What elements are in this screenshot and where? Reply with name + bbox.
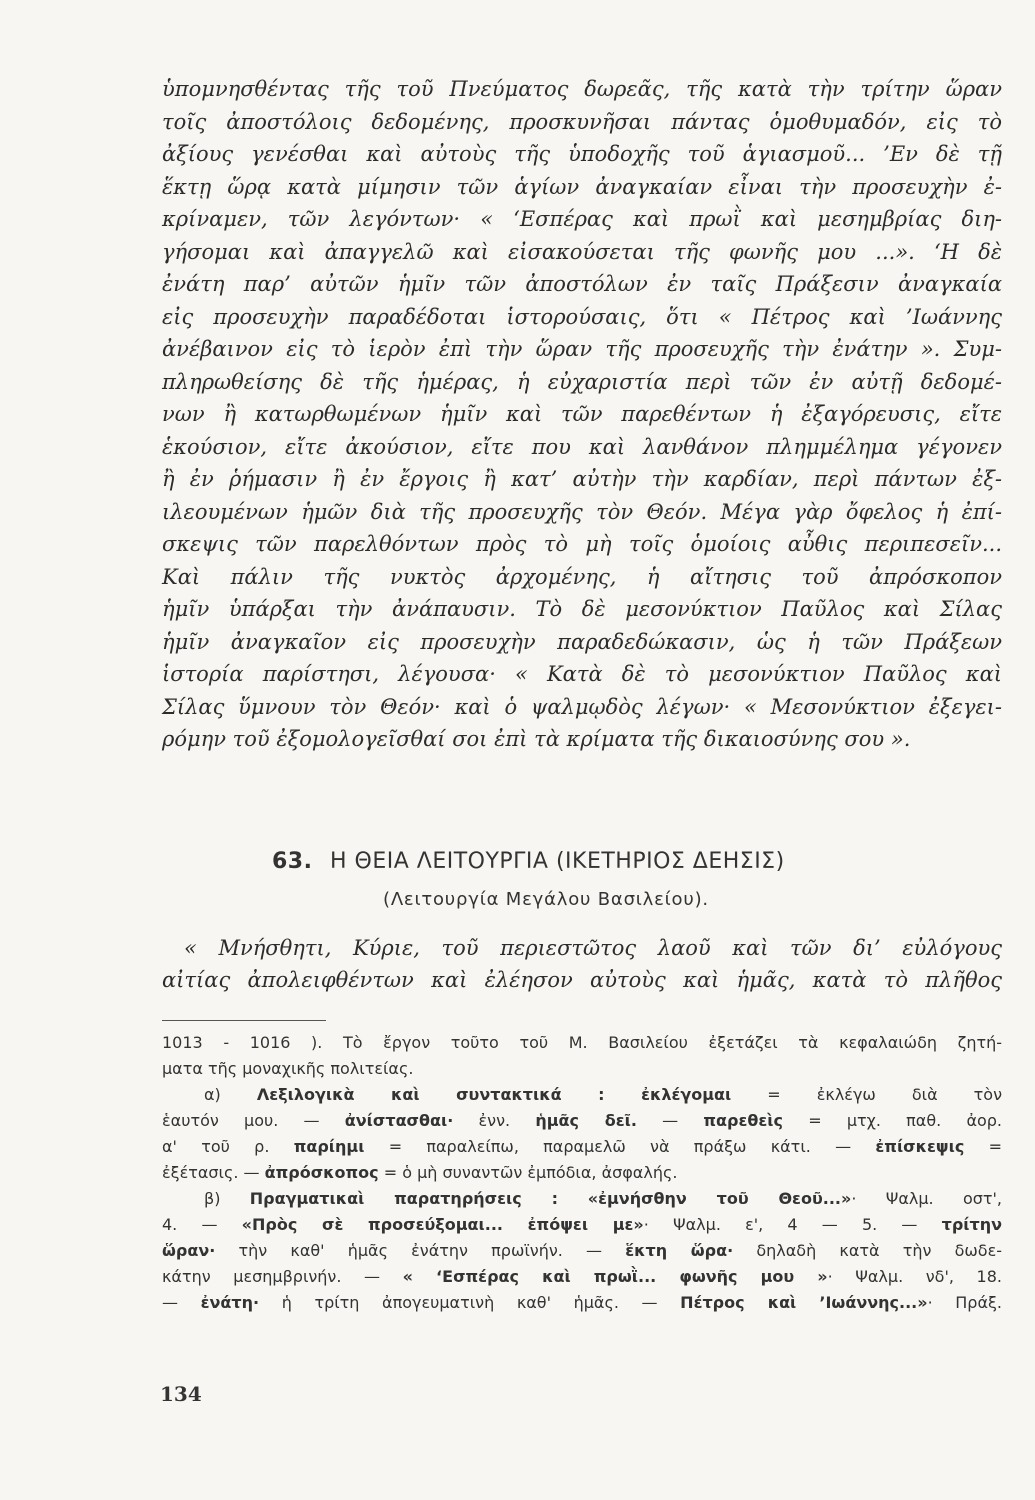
text-line: γήσομαι καὶ ἀπαγγελῶ καὶ εἰσακούσεται τῆς φωνῆς μου ...». ‘Η δὲ (162, 239, 1002, 264)
text-line: ἑκούσιον, εἴτε ἀκούσιον, εἴτε που καὶ λανθάνον πλημμέλημα γέγονεν (162, 434, 1002, 459)
note-line: 1013 - 1016 ). Τὸ ἔργον τοῦτο τοῦ Μ. Βασιλείου ἐξετάζει τὰ κεφαλαιώδη ζητή- (162, 1033, 1002, 1052)
prayer-text-block (162, 932, 1002, 996)
note-line: — ἐνάτη· ἡ τρίτη ἀπογευματινὴ καθ' ἡμᾶς. — Πέτρος καὶ ’Ιωάννης...»· Πράξ. (162, 1293, 1002, 1312)
note-line: ἐξέτασις. — ἀπρόσκοπος = ὁ μὴ συναντῶν ἐμπόδια, ἀσφαλής. (162, 1163, 678, 1182)
text-line: ἡμῖν ὑπάρξαι τὴν ἀνάπαυσιν. Τὸ δὲ μεσονύκτιον Παῦλος καὶ Σίλας (162, 597, 1002, 621)
text-line: Σίλας ὕμνουν τὸν Θεόν· καὶ ὁ ψαλμῳδὸς λέγων· « Μεσονύκτιον ἐξεγει- (162, 694, 1002, 719)
note-line: κάτην μεσημβρινήν. — « ‘Εσπέρας καὶ πρωῒ... φωνῆς μου »· Ψαλμ. νδ', 18. (162, 1267, 1002, 1286)
note-line: α' τοῦ ρ. παρίημι = παραλείπω, παραμελῶ νὰ πράξω κάτι. — ἐπίσκεψις = (162, 1137, 1003, 1156)
text-line: αἰτίας ἀπολειφθέντων καὶ ἐλέησον αὐτοὺς καὶ ἡμᾶς, κατὰ τὸ πλῆθος (162, 968, 1002, 992)
section-title: Η ΘΕΙΑ ΛΕΙΤΟΥΡΓΙΑ (ΙΚΕΤΗΡΙΟΣ ΔΕΗΣΙΣ) (329, 849, 785, 874)
section-number: 63. (272, 849, 313, 874)
text-line: ἢ ἐν ῥήμασιν ἢ ἐν ἔργοις ἢ κατ’ αὐτὴν τὴν καρδίαν, περὶ πάντων ἐξ- (162, 467, 1002, 491)
note-line: ὥραν· τὴν καθ' ἡμᾶς ἐνάτην πρωϊνήν. — ἕκτη ὥρα· δηλαδὴ κατὰ τὴν δωδε- (162, 1241, 1003, 1260)
text-line: Καὶ πάλιν τῆς νυκτὸς ἀρχομένης, ἡ αἴτησις τοῦ ἀπρόσκοπον (162, 564, 1002, 589)
text-line: τοῖς ἀποστόλοις δεδομένης, προσκυνῆσαι πάντας ὁμοθυμαδόν, εἰς τὸ (162, 109, 1002, 134)
text-line: ρόμην τοῦ ἐξομολογεῖσθαί σοι ἐπὶ τὰ κρίματα τῆς δικαιοσύνης σου ». (162, 727, 911, 751)
text-line: κρίναμεν, τῶν λεγόντων· « ‘Εσπέρας καὶ πρωῒ καὶ μεσημβρίας διη- (162, 207, 1002, 231)
text-line: ἱστορία παρίστησι, λέγουσα· « Κατὰ δὲ τὸ μεσονύκτιον Παῦλος καὶ (162, 662, 1002, 686)
note-line: ματα τῆς μοναχικῆς πολιτείας. (162, 1059, 414, 1078)
section-heading (272, 849, 785, 874)
text-line: ιλεουμένων ἡμῶν διὰ τῆς προσευχῆς τὸν Θεόν. Μέγα γὰρ ὄφελος ἡ ἐπί- (162, 499, 1002, 524)
text-line: εἰς προσευχὴν παραδέδοται ἱστορούσαις, ὅτι « Πέτρος καὶ ’Ιωάννης (162, 304, 1002, 329)
text-line: πληρωθείσης δὲ τῆς ἡμέρας, ἡ εὐχαριστία περὶ τῶν ἐν αὐτῇ δεδομέ- (162, 369, 1002, 394)
footnotes-block (162, 1030, 1002, 1316)
note-line: ἑαυτόν μου. — ἀνίστασθαι· ἐνν. ἡμᾶς δεῖ. — παρεθεὶς = μτχ. παθ. ἀορ. (162, 1111, 1003, 1130)
text-line: ἐνάτη παρ’ αὐτῶν ἡμῖν τῶν ἀποστόλων ἐν ταῖς Πράξεσιν ἀναγκαία (162, 272, 1002, 296)
text-line: ὑπομνησθέντας τῆς τοῦ Πνεύματος δωρεᾶς, τῆς κατὰ τὴν τρίτην ὥραν (162, 77, 1002, 101)
text-line: ἕκτῃ ὥρᾳ κατὰ μίμησιν τῶν ἁγίων ἀναγκαίαν εἶναι τὴν προσευχὴν ἐ- (162, 174, 1002, 199)
text-line: νων ἢ κατωρθωμένων ἡμῖν καὶ τῶν παρεθέντων ἡ ἐξαγόρευσις, εἴτε (162, 402, 1002, 426)
text-line: ἀξίους γενέσθαι καὶ αὐτοὺς τῆς ὑποδοχῆς τοῦ ἁγιασμοῦ... ’Εν δὲ τῇ (162, 142, 1002, 166)
note-line: α) Λεξιλογικὰ καὶ συντακτικά : ἐκλέγομαι = ἐκλέγω διὰ τὸν (204, 1085, 1003, 1104)
page-number: 134 (160, 1382, 202, 1406)
section-subtitle: (Λειτουργία Μεγάλου Βασιλείου). (383, 889, 709, 910)
footnote-divider (162, 1020, 326, 1021)
main-text-block (162, 73, 1002, 756)
note-line: 4. — «Πρὸς σὲ προσεύξομαι... ἐπόψει με»· Ψαλμ. ε', 4 — 5. — τρίτην (162, 1215, 1003, 1234)
text-line: ἀνέβαινον εἰς τὸ ἱερὸν ἐπὶ τὴν ὥραν τῆς προσευχῆς τὴν ἐνάτην ». Συμ- (162, 337, 1002, 361)
text-line: « Μνήσθητι, Κύριε, τοῦ περιεστῶτος λαοῦ καὶ τῶν δι’ εὐλόγους (184, 936, 1002, 960)
note-line: β) Πραγματικαὶ παρατηρήσεις : «ἐμνήσθην τοῦ Θεοῦ...»· Ψαλμ. οστ', (204, 1189, 1002, 1208)
text-line: ἡμῖν ἀναγκαῖον εἰς προσευχὴν παραδεδώκασιν, ὡς ἡ τῶν Πράξεων (162, 629, 1002, 654)
text-line: σκεψις τῶν παρελθόντων πρὸς τὸ μὴ τοῖς ὁμοίοις αὖθις περιπεσεῖν... (162, 532, 1002, 556)
